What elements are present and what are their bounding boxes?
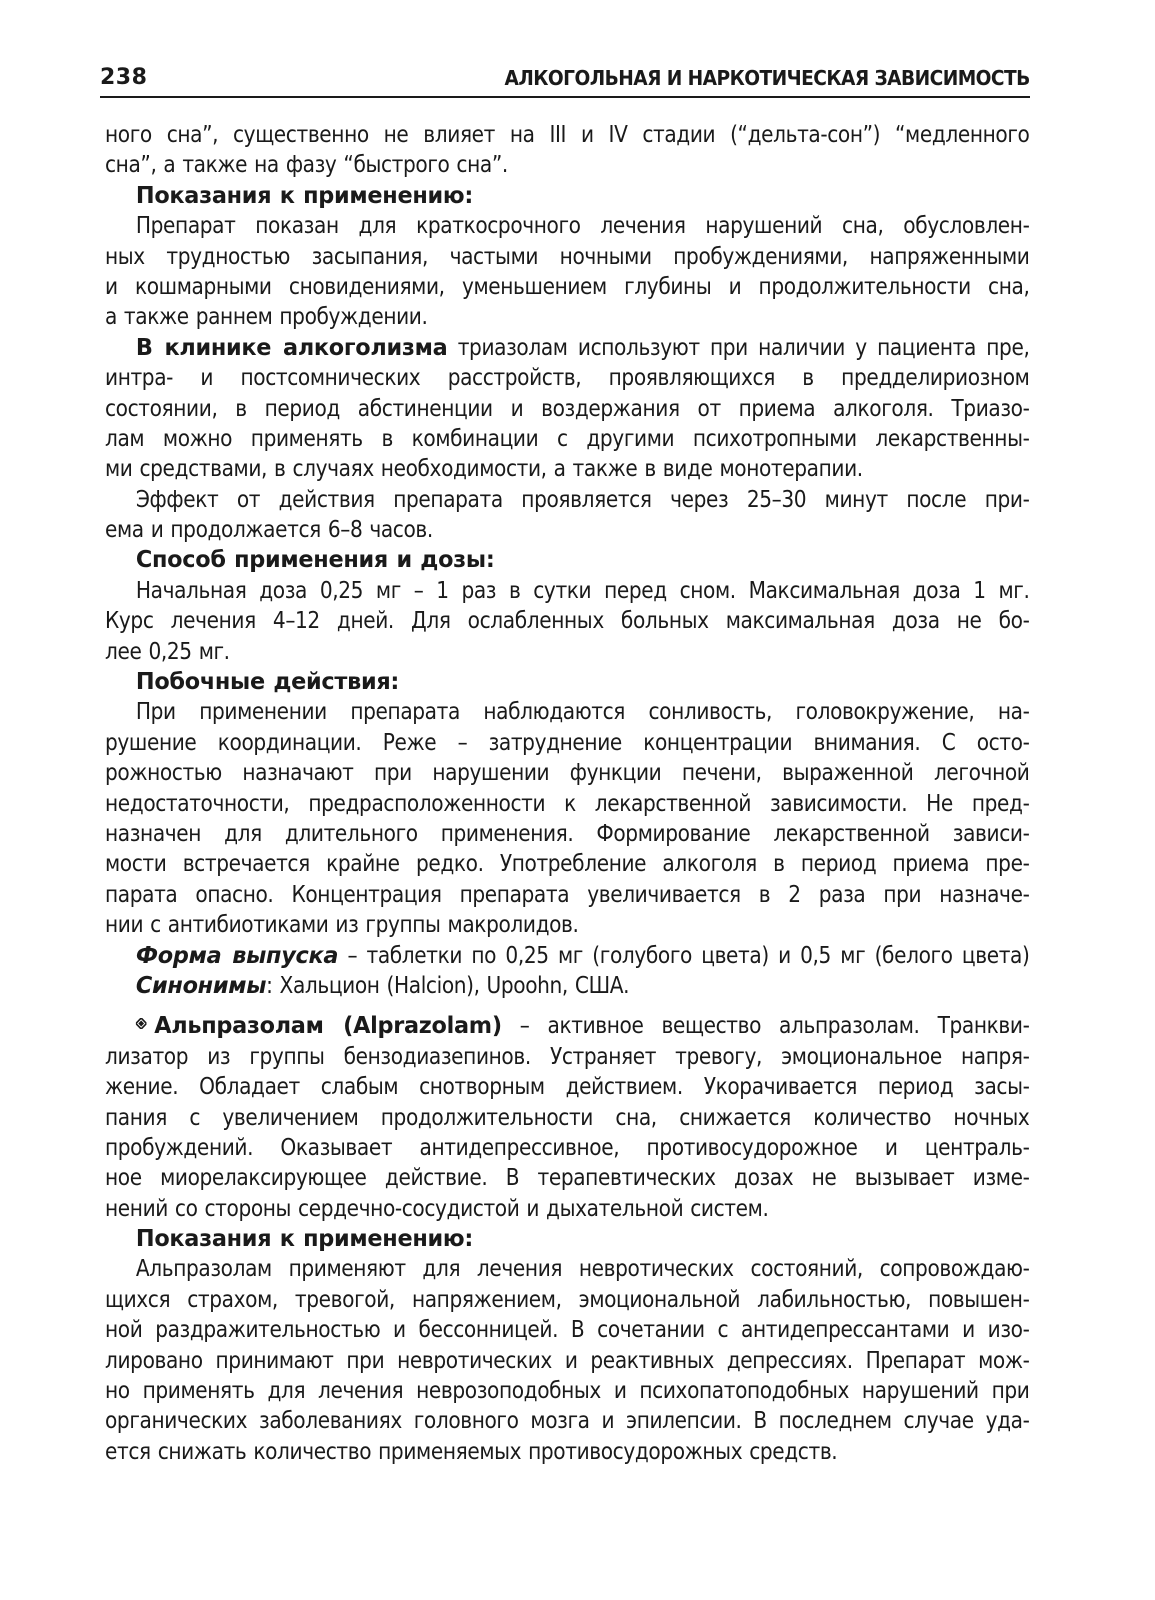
text-line: ми средствами, в случаях необходимости, а также в виде монотерапии. [105,455,863,483]
text-line: ных трудностью засыпания, частыми ночными пробуждениями, напряженными [105,242,1030,270]
release-form-line [105,941,1029,971]
lead-bold-phrase: В клинике алкоголизма [135,333,448,361]
section-heading-dosage: Способ применения и дозы: [135,546,495,574]
text-line: парата опасно. Концентрация препарата увеличивается в 2 раза при назначе- [105,880,1030,908]
text-line: лизатор из группы бензодиазепинов. Устраняет тревогу, эмоциональное напря- [105,1042,1030,1070]
text-line: нений со стороны сердечно-сосудистой и дыхательной систем. [105,1194,769,1222]
text-line: Курс лечения 4–12 дней. Для ослабленных больных максимальная доза не бо- [105,607,1030,635]
drug-title: Альпразолам (Alprazolam) [154,1012,502,1040]
text-line: щихся страхом, тревогой, напряжением, эмоциональной лабильностью, повышен- [105,1285,1030,1313]
running-title: АЛКОГОЛЬНАЯ И НАРКОТИЧЕСКАЯ ЗАВИСИМОСТЬ [504,66,1030,90]
body-text [105,120,1029,1467]
text-line: и кошмарными сновидениями, уменьшением глубины и продолжительности сна, [105,272,1030,300]
paragraph-dosage [105,576,1029,667]
paragraph-alcoholism-clinic [105,333,1029,485]
text-line: назначен для длительного применения. Формирование лекарственной зависи- [105,819,1030,847]
paragraph-sleep-phases [105,120,1029,181]
text-line: лее 0,25 мг. [105,637,230,665]
synonyms-line [105,971,1029,1001]
text-fragment: – активное вещество альпразолам. Транкви- [501,1012,1030,1040]
text-line: При применении препарата наблюдаются сонливость, головокружение, на- [135,698,1030,726]
text-line: Препарат показан для краткосрочного лечения нарушений сна, обусловлен- [135,212,1030,240]
text-line: недостаточности, предрасположенности к лекарственной зависимости. Не пред- [105,789,1030,817]
text-line: рушение координации. Реже – затруднение концентрации внимания. С осто- [105,728,1030,756]
section-spacer [105,1001,1029,1011]
text-line: лам можно применять в комбинации с другими психотропными лекарственны- [105,424,1030,452]
text-line: но применять для лечения неврозоподобных и психопатоподобных нарушений при [105,1377,1030,1405]
text-line: ной раздражительностью и бессонницей. В сочетании с антидепрессантами и изо- [105,1316,1030,1344]
entry-alprazolam [105,1011,1029,1224]
section-heading-side-effects: Побочные действия: [135,668,400,696]
text-line: Альпразолам применяют для лечения невротических состояний, сопровождаю- [135,1255,1030,1283]
text-line: ема и продолжается 6–8 часов. [105,516,433,544]
synonyms-text: : Хальцион (Halcion), Upoohn, США. [266,971,630,999]
text-line: интра- и постсомнических расстройств, проявляющихся в предделириозном [105,364,1030,392]
text-line: мости встречается крайне редко. Употребление алкоголя в период приема пре- [105,850,1030,878]
paragraph-side-effects [105,697,1029,940]
paragraph-effect [105,485,1029,546]
diamond-bullet-icon [136,1018,147,1029]
text-fragment: триазолам используют при наличии у пациента пре, [447,333,1030,361]
text-line [105,333,1029,363]
paragraph-alprazolam-indications [105,1254,1029,1467]
text-line: состоянии, в период абстиненции и воздержания от приема алкоголя. Триазо- [105,394,1030,422]
text-line: Начальная доза 0,25 мг – 1 раз в сутки перед сном. Максимальная доза 1 мг. [135,576,1030,604]
text-line: жение. Обладает слабым снотворным действием. Укорачивается период засы- [105,1073,1030,1101]
text-line: а также раннем пробуждении. [105,303,428,331]
release-form-text: – таблетки по 0,25 мг (голубого цвета) и 0,5 мг (белого цвета) [338,941,1030,969]
page-header [100,60,1030,98]
text-line: Эффект от действия препарата проявляется через 25–30 минут после при- [135,485,1030,513]
text-line: нии с антибиотиками из группы макролидов. [105,911,579,939]
section-heading-indications-alprazolam: Показания к применению: [135,1225,474,1253]
text-line: ное миорелаксирующее действие. В терапевтических дозах не вызывает изме- [105,1164,1030,1192]
text-line [105,1011,1029,1041]
text-line: ного сна”, существенно не влияет на III и IV стадии (“дельта-сон”) “медленного [105,121,1030,148]
section-heading-indications: Показания к применению: [135,181,474,209]
text-line: пания с увеличением продолжительности сна, снижается количество ночных [105,1103,1030,1131]
text-line: лировано принимают при невротических и реактивных депрессиях. Препарат мож- [105,1346,1030,1374]
release-form-label: Форма выпуска [135,941,339,969]
paragraph-indications [105,211,1029,333]
page-number: 238 [100,65,148,90]
text-line: сна”, а также на фазу “быстрого сна”. [105,151,508,179]
text-line: органических заболеваниях головного мозга и эпилепсии. В последнем случае уда- [105,1407,1030,1435]
text-line: рожностью назначают при нарушении функции печени, выраженной легочной [105,759,1030,787]
synonyms-label: Синонимы [135,971,267,999]
text-line: ется снижать количество применяемых противосудорожных средств. [105,1437,838,1465]
text-line: пробуждений. Оказывает антидепрессивное, противосудорожное и централь- [105,1133,1030,1161]
